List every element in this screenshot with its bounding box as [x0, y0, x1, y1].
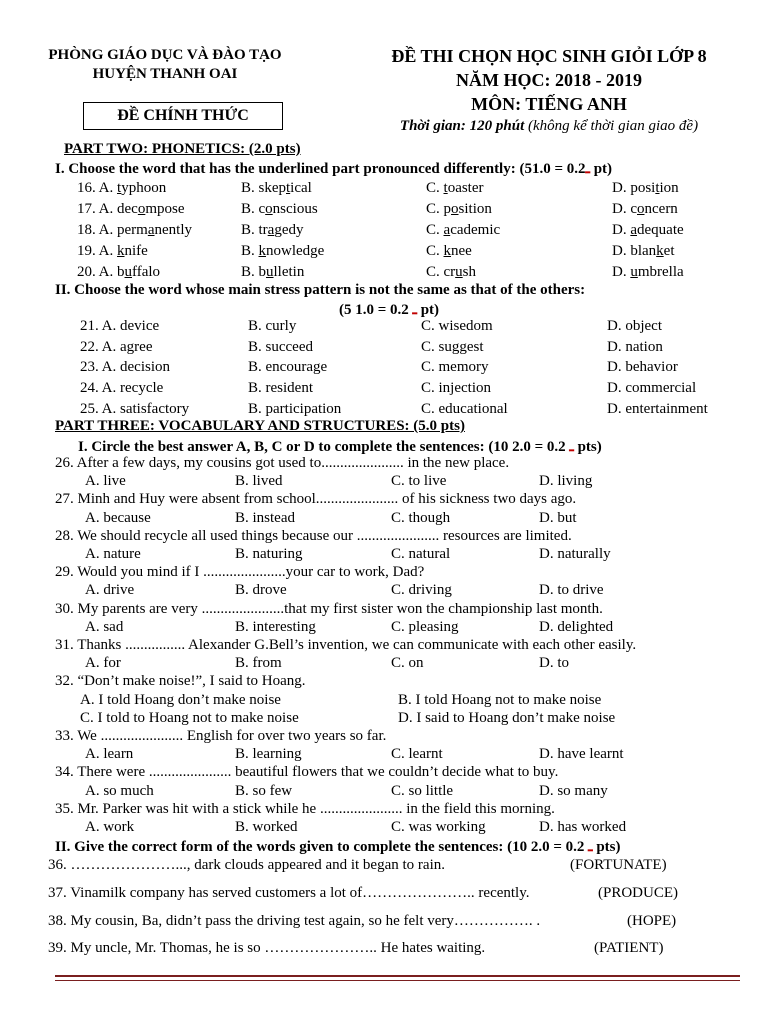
answer-option: A. sad: [85, 618, 124, 635]
word-suffix: yphoon: [121, 180, 167, 196]
question-text: 32. “Don’t make noise!”, I said to Hoang.: [55, 673, 306, 690]
question-text: 31. Thanks ................ Alexander G.Bell’s invention, we can communicate with each other easily.: [55, 637, 637, 653]
question-text: 35. Mr. Parker was hit with a stick while he ...................... in the field this morning.: [55, 800, 555, 817]
word-suffix: ion: [659, 180, 679, 196]
answer-option: D. I said to Hoang don’t make noise: [398, 709, 616, 726]
word-suffix: nently: [154, 222, 193, 238]
stress-option: 21. A. device: [80, 318, 160, 334]
word-form-sentence: 39. My uncle, Mr. Thomas, he is so ………………….. He hates waiting.: [48, 940, 486, 956]
word-suffix: dequate: [637, 222, 684, 238]
mc-score: 0.2 = 2.0 pts): [512, 439, 602, 455]
stress-option: D. commercial: [607, 380, 697, 397]
word-prefix: B. tr: [241, 222, 268, 238]
word-prefix: C.: [426, 222, 444, 238]
item-number: 20. A.: [77, 264, 114, 280]
word-suffix: sh: [462, 264, 477, 280]
underlined-part: u: [124, 264, 133, 280]
underlined-part: u: [266, 264, 274, 280]
question-text: 27. Minh and Huy were absent from school...................... of his sickness two days ago.: [55, 491, 577, 508]
answer-option: B. from: [235, 655, 282, 672]
word-suffix: cademic: [450, 222, 501, 238]
word-prefix: D.: [612, 222, 631, 238]
answer-option: B. instead: [235, 509, 295, 526]
word-form-sentence: 37. Vinamilk company has served customers a lot of………………….. recently.: [48, 885, 530, 901]
stress-option: C. memory: [421, 359, 489, 376]
part-three-title-text: PART THREE: VOCABULARY AND STRUCTURES: (5.0 pts): [55, 418, 465, 434]
stress-option: B. resident: [248, 380, 313, 397]
question-text: 33. We ...................... English for over two years so far.: [55, 728, 387, 744]
stress-option: B. encourage: [248, 359, 328, 376]
org-line-1: PHÒNG GIÁO DỤC VÀ ĐÀO TẠO: [48, 47, 282, 63]
answer-option: B. I told Hoang not to make noise: [398, 691, 602, 708]
word-prefix: B.: [241, 243, 259, 259]
word-suffix: ical: [290, 180, 312, 196]
official-badge: ĐỀ CHÍNH THỨC: [83, 102, 283, 130]
answer-option: A. I told Hoang don’t make noise: [80, 691, 281, 708]
answer-option: A. nature: [85, 546, 141, 562]
answer-option: C. to live: [391, 473, 447, 490]
stress-option: B. succeed: [248, 338, 313, 355]
stress-score-pre: (5: [338, 302, 352, 318]
underlined-part: o: [637, 201, 645, 217]
footer-rule-thin: [55, 980, 740, 981]
underlined-part: o: [137, 201, 146, 217]
stress-option: D. nation: [607, 338, 663, 355]
times-mark: ـ: [412, 302, 417, 318]
word-suffix: mbrella: [637, 264, 684, 280]
exam-title: ĐỀ THI CHỌN HỌC SINH GIỎI LỚP 8: [391, 46, 707, 66]
phonetics-option: [77, 243, 148, 260]
underlined-part: t: [443, 180, 448, 196]
stress-option: B. curly: [248, 318, 297, 334]
answer-option: C. natural: [391, 546, 451, 562]
word-prefix: B. b: [241, 264, 267, 280]
phonetics-option: [426, 243, 472, 260]
answer-option: B. so few: [235, 782, 293, 799]
answer-option: D. delighted: [539, 618, 614, 635]
word-prefix: D.: [612, 264, 631, 280]
stress-score: [0, 300, 768, 319]
word-prefix: C.: [426, 243, 444, 259]
word-suffix: nowledge: [266, 243, 325, 259]
exam-year: NĂM HỌC: 2018 - 2019: [456, 70, 642, 90]
word-form-score: 0.2 = 2.0 pts): [530, 839, 621, 855]
answer-option: B. naturing: [235, 546, 303, 562]
answer-option: C. pleasing: [391, 618, 459, 635]
answer-option: D. living: [539, 473, 593, 490]
question-text: 28. We should recycle all used things because our ...................... resources are limited.: [55, 527, 572, 544]
answer-option: A. because: [85, 509, 151, 526]
phonetics-option: [77, 264, 160, 281]
answer-option: C. though: [391, 509, 451, 526]
phonetics-option: [426, 201, 492, 218]
item-number: 16. A.: [77, 180, 114, 196]
answer-option: B. worked: [235, 819, 298, 835]
answer-option: D. so many: [539, 782, 608, 799]
stress-option: D. entertainment: [607, 400, 708, 417]
stress-instruction: II. Choose the word whose main stress pattern is not the same as that of the others:: [55, 282, 586, 298]
stress-option: 23. A. decision: [80, 359, 170, 376]
phonetics-option: [77, 201, 185, 218]
underlined-part: t: [655, 180, 660, 196]
underlined-part: u: [630, 264, 638, 280]
mc-instruction: [78, 437, 602, 456]
answer-option: C. so little: [391, 782, 454, 799]
word-form-instruction-text: II. Give the correct form of the words given to complete the sentences: (10: [55, 839, 528, 855]
phonetics-option: [612, 201, 678, 218]
item-number: 18. A.: [77, 222, 114, 238]
phonetics-option: [241, 201, 318, 218]
answer-option: A. work: [85, 819, 135, 835]
word-prefix: D. blan: [612, 243, 657, 259]
underlined-part: k: [656, 243, 664, 259]
phonetics-option: [241, 222, 304, 239]
item-number: 19. A.: [77, 243, 114, 259]
word-suffix: ncern: [644, 201, 678, 217]
underlined-part: o: [451, 201, 459, 217]
word-prefix: C. cr: [426, 264, 456, 280]
word-form-root: (FORTUNATE): [570, 857, 667, 873]
word-suffix: nscious: [272, 201, 318, 217]
underlined-part: a: [267, 222, 275, 238]
answer-option: C. learnt: [391, 746, 443, 763]
answer-option: A. drive: [85, 582, 135, 599]
answer-option: B. lived: [235, 473, 283, 490]
phonetics-option: [612, 180, 679, 197]
answer-option: D. naturally: [539, 546, 611, 562]
answer-option: D. has worked: [539, 819, 627, 835]
word-form-root: (PRODUCE): [598, 885, 679, 901]
underlined-part: k: [443, 243, 452, 259]
word-form-sentence: 36. …………………..., dark clouds appeared and it began to rain.: [48, 857, 445, 873]
word-suffix: et: [663, 243, 675, 259]
part-two-title-text: PART TWO: PHONETICS: (2.0 pts): [64, 141, 301, 157]
answer-option: C. driving: [391, 582, 452, 599]
phonetics-option: [77, 180, 166, 197]
underlined-part: t: [117, 180, 122, 196]
answer-option: B. drove: [235, 582, 287, 599]
question-text: 26. After a few days, my cousins got used to...................... in the new place.: [55, 455, 510, 471]
question-text: 30. My parents are very ......................that my first sister won the championship last month.: [55, 600, 603, 617]
underlined-part: k: [258, 243, 267, 259]
times-mark: ـ: [588, 839, 593, 855]
word-form-root: (HOPE): [627, 913, 677, 929]
word-prefix: b: [117, 264, 125, 280]
question-text: 29. Would you mind if I ......................your car to work, Dad?: [55, 564, 425, 581]
phonetics-option: [241, 180, 312, 197]
stress-option: 22. A. agree: [80, 338, 153, 355]
answer-option: A. for: [85, 655, 121, 672]
exam-subject: MÔN: TIẾNG ANH: [471, 94, 627, 114]
word-suffix: oaster: [447, 180, 484, 196]
word-prefix: C. p: [426, 201, 452, 217]
phonetics-option: [426, 222, 500, 239]
underlined-part: a: [630, 222, 638, 238]
stress-score-post: 0.2 = 1.0 pt): [355, 302, 440, 318]
org-line-2: HUYỆN THANH OAI: [92, 66, 238, 82]
stress-option: D. behavior: [607, 359, 678, 376]
word-prefix: dec: [117, 201, 138, 217]
answer-option: D. to: [539, 655, 569, 672]
word-suffix: sition: [458, 201, 492, 217]
word-form-sentence: 38. My cousin, Ba, didn’t pass the driving test again, so he felt very……………. .: [48, 913, 541, 929]
underlined-part: t: [286, 180, 291, 196]
phonetics-instruction: [55, 159, 612, 178]
answer-option: D. to drive: [539, 582, 604, 599]
answer-option: B. interesting: [235, 618, 316, 635]
stress-option: C. educational: [421, 400, 508, 417]
stress-option: B. participation: [248, 400, 342, 417]
item-number: 17. A.: [77, 201, 114, 217]
word-suffix: gedy: [274, 222, 304, 238]
answer-option: C. was working: [391, 819, 486, 835]
underlined-part: a: [443, 222, 451, 238]
answer-option: B. learning: [235, 746, 302, 763]
time-label: Thời gian: 120 phút: [399, 118, 525, 134]
times-mark: ـ: [569, 439, 574, 455]
underlined-part: k: [117, 243, 125, 259]
question-text: 34. There were ...................... beautiful flowers that we couldn’t decide what to buy.: [55, 764, 559, 781]
stress-option: C. suggest: [421, 338, 484, 355]
phonetics-option: [612, 222, 684, 239]
word-suffix: nife: [124, 243, 148, 259]
phonetics-option: [426, 264, 476, 281]
phonetics-option: [241, 264, 304, 281]
word-suffix: nee: [451, 243, 472, 259]
answer-option: D. but: [539, 509, 577, 526]
part-two-title: [64, 141, 301, 158]
phonetics-score: 0.2 = 1.0 pt): [531, 161, 613, 177]
footer-rule: [55, 975, 740, 977]
answer-option: A. live: [85, 473, 126, 490]
underlined-part: o: [265, 201, 273, 217]
stress-option: C. wisedom: [421, 318, 493, 334]
stress-option: D. object: [607, 318, 662, 334]
answer-option: C. on: [391, 655, 424, 672]
phonetics-option: [77, 222, 192, 239]
answer-option: D. have learnt: [539, 746, 624, 763]
underlined-part: u: [455, 264, 463, 280]
part-three-title: [55, 418, 465, 435]
underlined-part: a: [147, 222, 155, 238]
answer-option: A. learn: [85, 746, 134, 763]
word-prefix: B. c: [241, 201, 266, 217]
answer-option: A. so much: [85, 782, 154, 799]
phonetics-instruction-text: I. Choose the word that has the underlined part pronounced differently: (5: [55, 161, 532, 177]
exam-time: [330, 118, 768, 135]
word-prefix: D. c: [612, 201, 637, 217]
phonetics-option: [612, 243, 675, 260]
word-suffix: lletin: [273, 264, 305, 280]
phonetics-option: [612, 264, 684, 281]
word-suffix: ffalo: [132, 264, 161, 280]
stress-option: 24. A. recycle: [80, 380, 164, 397]
phonetics-option: [241, 243, 324, 260]
stress-option: C. injection: [421, 380, 491, 397]
word-form-root: (PATIENT): [594, 940, 664, 956]
word-prefix: B. skep: [241, 180, 286, 196]
word-prefix: D. posi: [612, 180, 656, 196]
phonetics-option: [426, 180, 484, 197]
time-note: (không kể thời gian giao đề): [528, 118, 699, 134]
stress-option: 25. A. satisfactory: [80, 400, 190, 417]
word-form-instruction: [55, 837, 620, 856]
times-mark: ـ: [585, 161, 590, 177]
word-prefix: C.: [426, 180, 444, 196]
mc-instruction-text: I. Circle the best answer A, B, C or D to complete the sentences: (10: [78, 439, 509, 455]
word-suffix: mpose: [145, 201, 185, 217]
word-prefix: perm: [117, 222, 148, 238]
answer-option: C. I told to Hoang not to make noise: [80, 709, 299, 726]
